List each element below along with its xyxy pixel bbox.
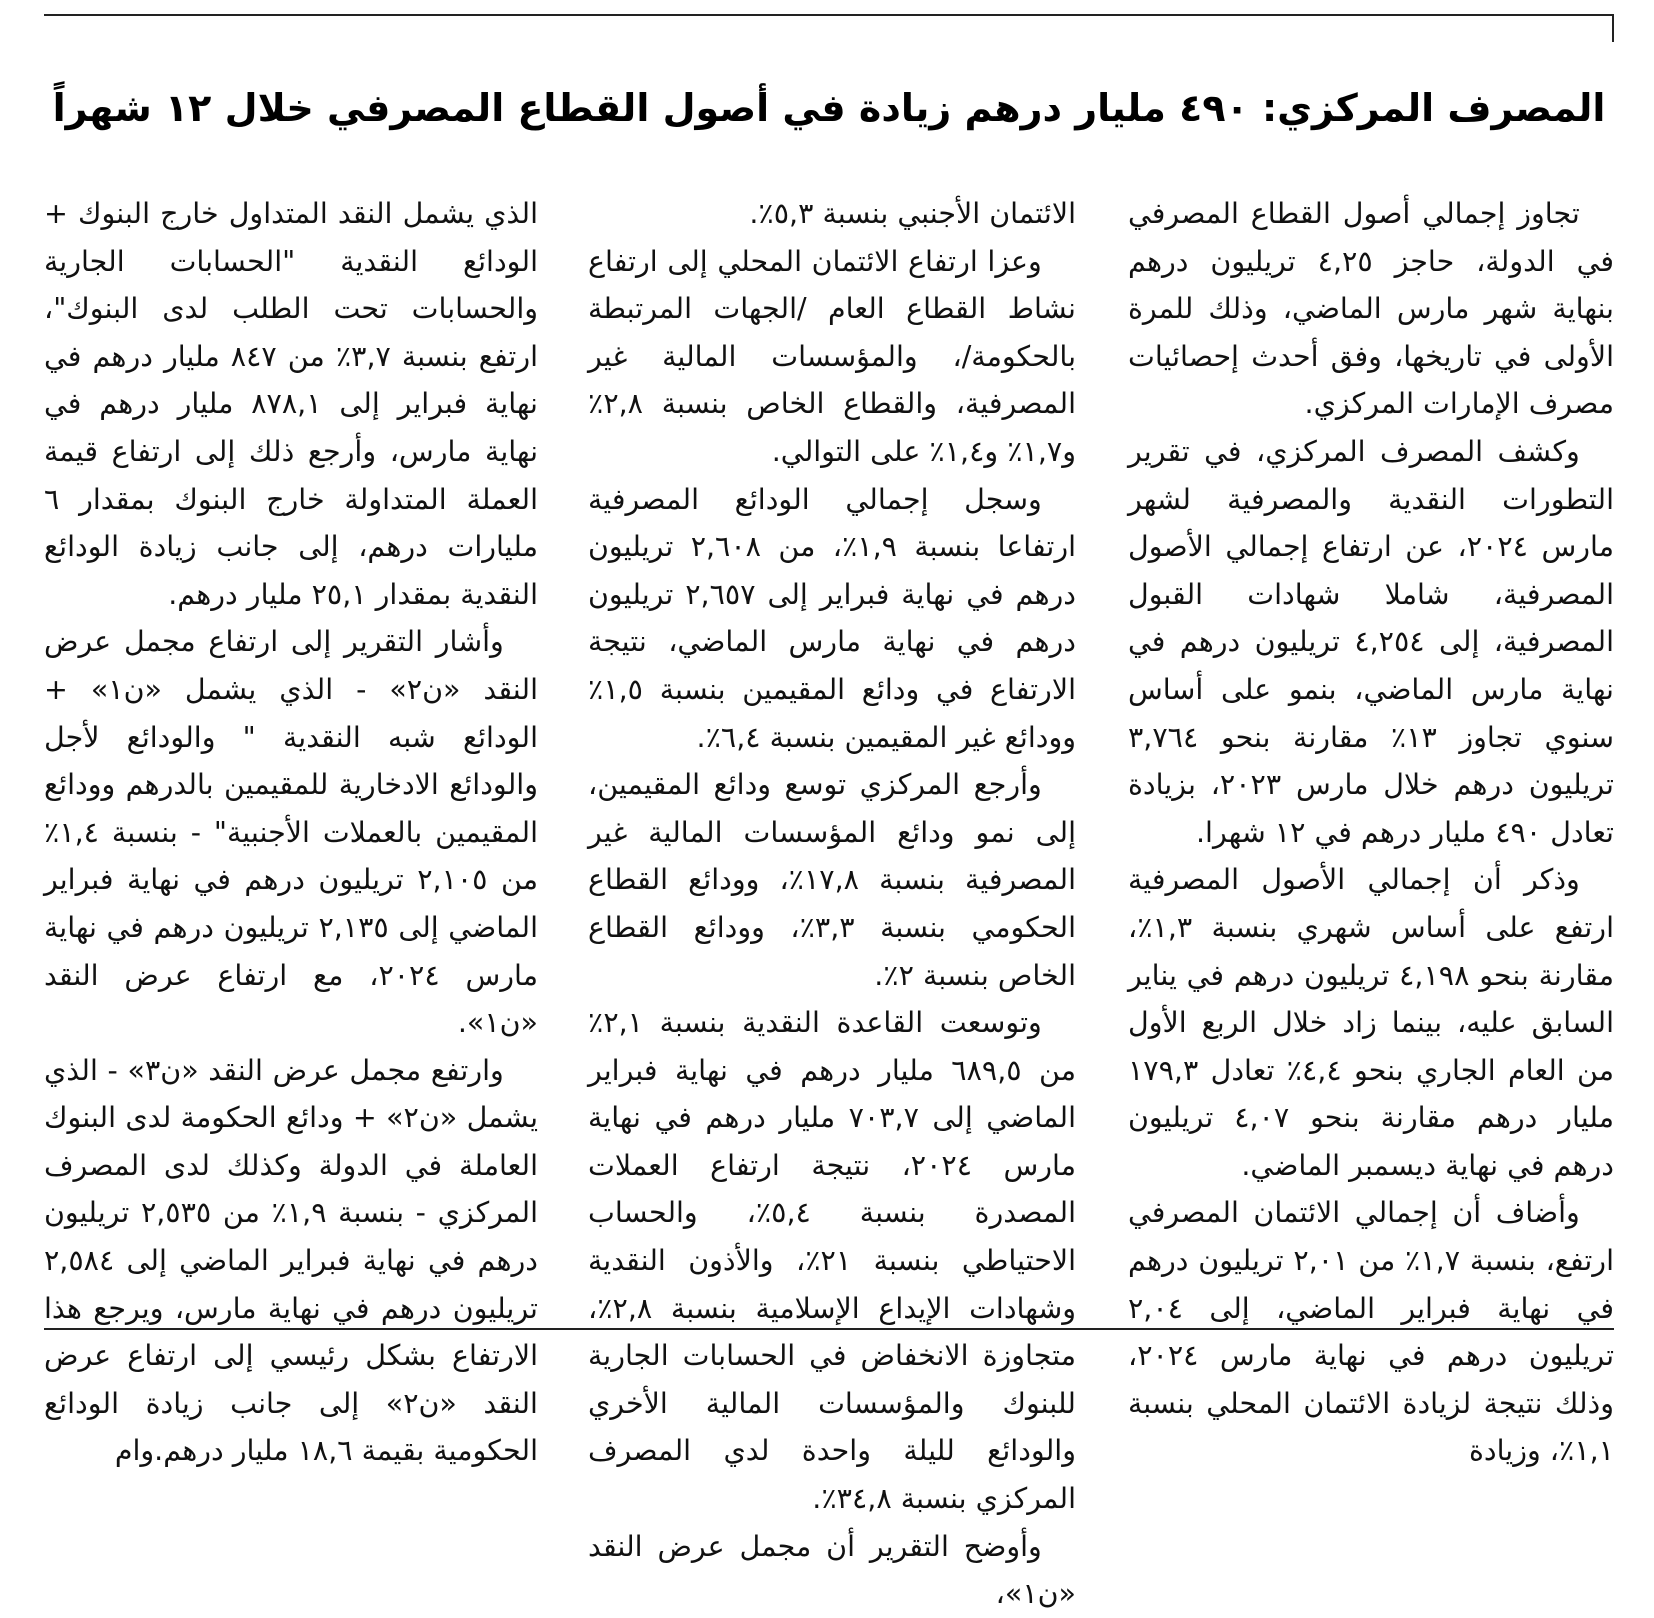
paragraph: وسجل إجمالي الودائع المصرفية ارتفاعا بنسبة ١,٩٪، من ٢,٦٠٨ تريليون درهم في نهاية فبراير إلى ٢,٦٥٧ تريليون درهم في نهاية مارس الماضي، نتيجة الارتفاع في ودائع المقيمين بنسبة ١,٥٪ وودائع غير المقيمين بنسبة ٦,٤٪.	[588, 482, 1076, 754]
top-rule	[44, 14, 1614, 16]
paragraph: وتوسعت القاعدة النقدية بنسبة ٢,١٪ من ٦٨٩,٥ مليار درهم في نهاية فبراير الماضي إلى ٧٠٣,٧ مليار درهم في نهاية مارس ٢٠٢٤، نتيجة ارتفاع العملات المصدرة بنسبة ٥,٤٪، والحساب الاحتياطي بنسبة ٢١٪، والأذون النقدية وشهادات الإيداع الإسلامية بنسبة ٢,٨٪، متجاوزة الانخفاض في الحسابات الجارية للبنوك والمؤسسات المالية الأخري والودائع لليلة واحدة لدي المصرف المركزي بنسبة ٣٤,٨٪.	[588, 1006, 1077, 1516]
paragraph: وارتفع مجمل عرض النقد «ن٣» - الذي يشمل «ن٢» + ودائع الحكومة لدى البنوك العاملة في الدولة وكذلك لدى المصرف المركزي - بنسبة ١,٩٪ من ٢,٥٣٥ تريليون درهم في نهاية فبراير الماضي إلى ٢,٥٨٤ تريليون درهم في نهاية مارس، ويرجع هذا الارتفاع بشكل رئيسي إلى ارتفاع عرض النقد «ن٢» إلى جانب زيادة الودائع الحكومية بقيمة ١٨,٦ مليار درهم.وام	[44, 1053, 539, 1468]
paragraph: وأضاف أن إجمالي الائتمان المصرفي ارتفع، بنسبة ١,٧٪ من ٢,٠١ تريليون درهم في نهاية فبراير الماضي، إلى ٢,٠٤ تريليون درهم في نهاية مارس ٢٠٢٤، وذلك نتيجة لزيادة الائتمان المحلي بنسبة ١,١٪، وزيادة	[1128, 1196, 1614, 1468]
paragraph: وعزا ارتفاع الائتمان المحلي إلى ارتفاع نشاط القطاع العام /الجهات المرتبطة بالحكومة/، والمؤسسات المالية غير المصرفية، والقطاع الخاص بنسبة ٢,٨٪ و١,٧٪ و١,٤٪ على التوالي.	[588, 244, 1076, 468]
paragraph: وذكر أن إجمالي الأصول المصرفية ارتفع على أساس شهري بنسبة ١,٣٪، مقارنة بنحو ٤,١٩٨ تريليون درهم في يناير السابق عليه، بينما زاد خلال الربع الأول من العام الجاري بنحو ٤,٤٪ تعادل ١٧٩,٣ مليار درهم مقارنة بنحو ٤,٠٧ تريليون درهم في نهاية ديسمبر الماضي.	[1128, 863, 1614, 1182]
paragraph: وأشار التقرير إلى ارتفاع مجمل عرض النقد «ن٢» - الذي يشمل «ن١» + الودائع شبه النقدية " والودائع لأجل والودائع الادخارية للمقيمين بالدرهم وودائع المقيمين بالعملات الأجنبية" - بنسبة ١,٤٪ من ٢,١٠٥ تريليون درهم في نهاية فبراير الماضي إلى ٢,١٣٥ تريليون درهم في نهاية مارس ٢٠٢٤، مع ارتفاع عرض النقد «ن١».	[44, 625, 539, 1040]
paragraph: وأرجع المركزي توسع ودائع المقيمين، إلى نمو ودائع المؤسسات المالية غير المصرفية بنسبة ١٧,٨٪، وودائع القطاع الحكومي بنسبة ٣,٣٪، وودائع القطاع الخاص بنسبة ٢٪.	[588, 768, 1077, 992]
article-column-right	[1128, 190, 1614, 1468]
top-corner-tick	[1612, 14, 1614, 42]
paragraph: الائتمان الأجنبي بنسبة ٥,٣٪.	[749, 197, 1076, 230]
article-column-left	[44, 190, 539, 1468]
paragraph: وأوضح التقرير أن مجمل عرض النقد «ن١»،	[588, 1529, 1076, 1611]
article-column-middle	[588, 190, 1077, 1611]
paragraph: وكشف المصرف المركزي، في تقرير التطورات النقدية والمصرفية لشهر مارس ٢٠٢٤، عن ارتفاع إجمالي الأصول المصرفية، شاملا شهادات القبول المصرفية، إلى ٤,٢٥٤ تريليون درهم في نهاية مارس الماضي، بنمو على أساس سنوي تجاوز ١٣٪ مقارنة بنحو ٣,٧٦٤ تريليون درهم خلال مارس ٢٠٢٣، بزيادة تعادل ٤٩٠ مليار درهم في ١٢ شهرا.	[1128, 434, 1614, 849]
paragraph: الذي يشمل النقد المتداول خارج البنوك + الودائع النقدية "الحسابات الجارية والحسابات تحت الطلب لدى البنوك"، ارتفع بنسبة ٣,٧٪ من ٨٤٧ مليار درهم في نهاية فبراير إلى ٨٧٨,١ مليار درهم في نهاية مارس، وأرجع ذلك إلى ارتفاع قيمة العملة المتداولة خارج البنوك بمقدار ٦ مليارات درهم، إلى جانب زيادة الودائع النقدية بمقدار ٢٥,١ مليار درهم.	[44, 197, 539, 611]
article-headline: المصرف المركزي: ٤٩٠ مليار درهم زيادة في أصول القطاع المصرفي خلال ١٢ شهراً	[52, 86, 1606, 130]
bottom-rule	[44, 1328, 1614, 1330]
paragraph: تجاوز إجمالي أصول القطاع المصرفي في الدولة، حاجز ٤,٢٥ تريليون درهم بنهاية شهر مارس الماضي، وذلك للمرة الأولى في تاريخها، وفق أحدث إحصائيات مصرف الإمارات المركزي.	[1128, 197, 1614, 421]
